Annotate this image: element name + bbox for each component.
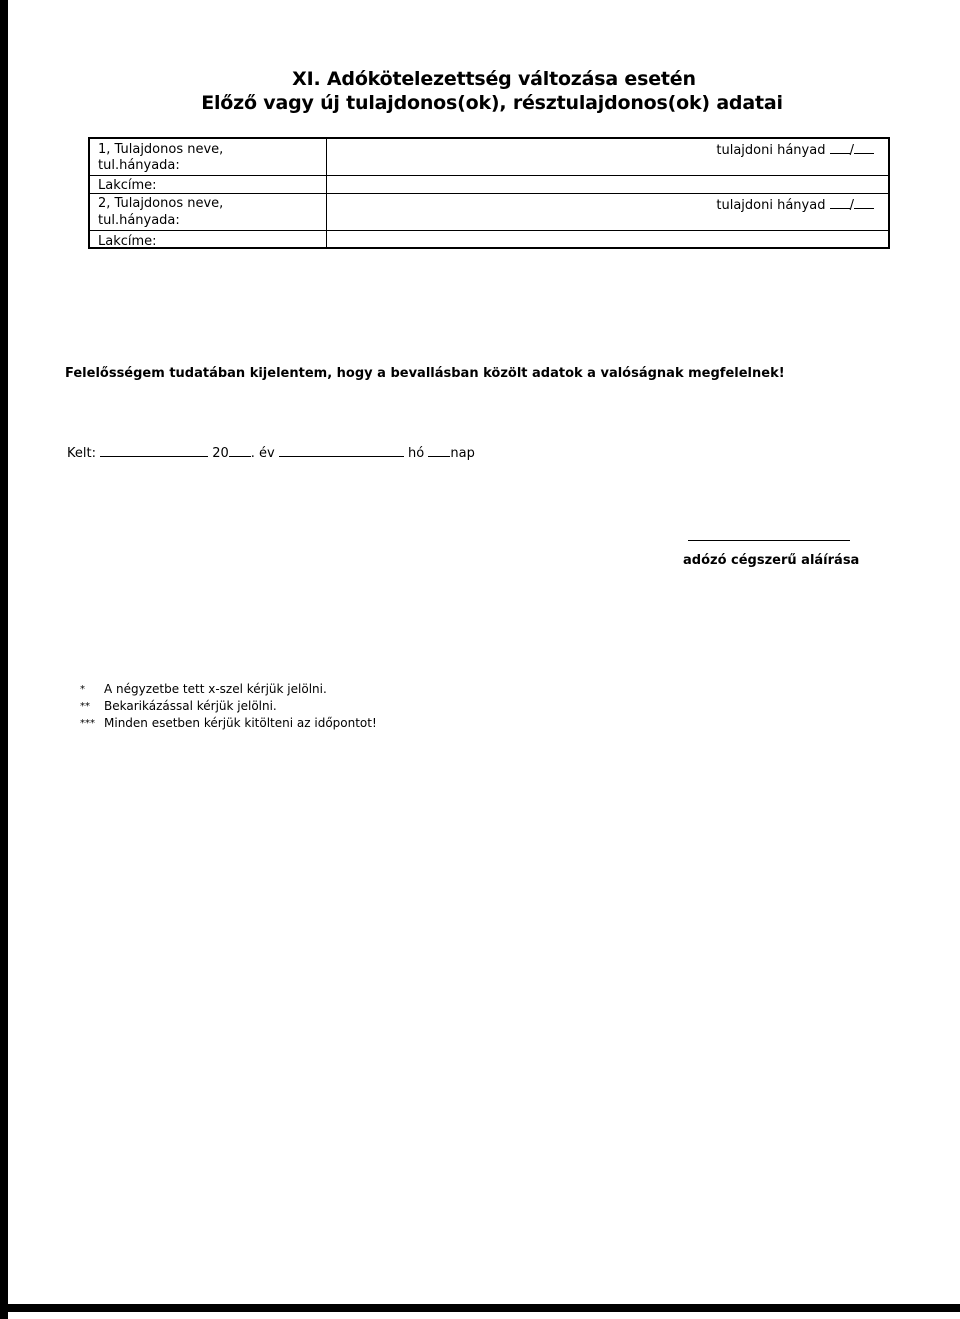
owner-1-share-label: tul.hányada: [98, 158, 180, 173]
footnotes [80, 681, 377, 732]
owner-1-share-field-label: tulajdoni hányad [716, 143, 826, 158]
footnote [80, 681, 377, 698]
owner-2-address-label: Lakcíme: [98, 234, 157, 249]
share-denominator-blank[interactable] [854, 141, 874, 154]
owner-2-name-label: 2, Tulajdonos neve, [98, 196, 224, 211]
signature-line[interactable] [688, 540, 850, 541]
year-blank[interactable] [229, 444, 251, 457]
declaration-statement: Felelősségem tudatában kijelentem, hogy a bevallásban közölt adatok a valóságnak megfelelnek! [65, 366, 785, 381]
day-blank[interactable] [428, 444, 450, 457]
date-line [67, 444, 475, 461]
owner-table [88, 137, 890, 249]
footnote-text: Bekarikázással kérjük jelölni. [104, 699, 277, 713]
signature-label: adózó cégszerű aláírása [683, 553, 860, 568]
owner-2-share-field-label: tulajdoni hányad [716, 198, 826, 213]
section-subtitle: Előző vagy új tulajdonos(ok), résztulajdonos(ok) adatai [201, 92, 783, 114]
day-label: nap [450, 446, 475, 461]
owner-1-address-label: Lakcíme: [98, 178, 157, 193]
year-suffix: . év [250, 446, 275, 461]
page-left-border [0, 0, 8, 1319]
month-blank[interactable] [279, 444, 404, 457]
table-row-divider [90, 175, 888, 176]
year-prefix: 20 [212, 446, 229, 461]
footnote-mark: ** [80, 701, 90, 712]
table-row-divider [90, 193, 888, 194]
owner-1-name-label: 1, Tulajdonos neve, [98, 142, 224, 157]
kelt-label: Kelt: [67, 446, 96, 461]
owner-2-share-field[interactable] [716, 196, 874, 213]
section-title: XI. Adókötelezettség változása esetén [292, 68, 696, 90]
owner-2-share-label: tul.hányada: [98, 213, 180, 228]
footnote [80, 715, 377, 732]
owner-1-share-field[interactable] [716, 141, 874, 158]
share-separator: / [849, 143, 854, 158]
table-row-divider [90, 230, 888, 231]
share-numerator-blank[interactable] [830, 141, 850, 154]
footnote-text: Minden esetben kérjük kitölteni az időpontot! [104, 716, 377, 730]
footnote-mark: * [80, 684, 85, 695]
month-label: hó [408, 446, 425, 461]
place-blank[interactable] [100, 444, 208, 457]
footnote [80, 698, 377, 715]
footnote-text: A négyzetbe tett x-szel kérjük jelölni. [104, 682, 327, 696]
share-denominator-blank[interactable] [854, 196, 874, 209]
share-numerator-blank[interactable] [830, 196, 850, 209]
footnote-mark: *** [80, 718, 95, 729]
page-bottom-border [0, 1304, 960, 1312]
share-separator: / [849, 198, 854, 213]
